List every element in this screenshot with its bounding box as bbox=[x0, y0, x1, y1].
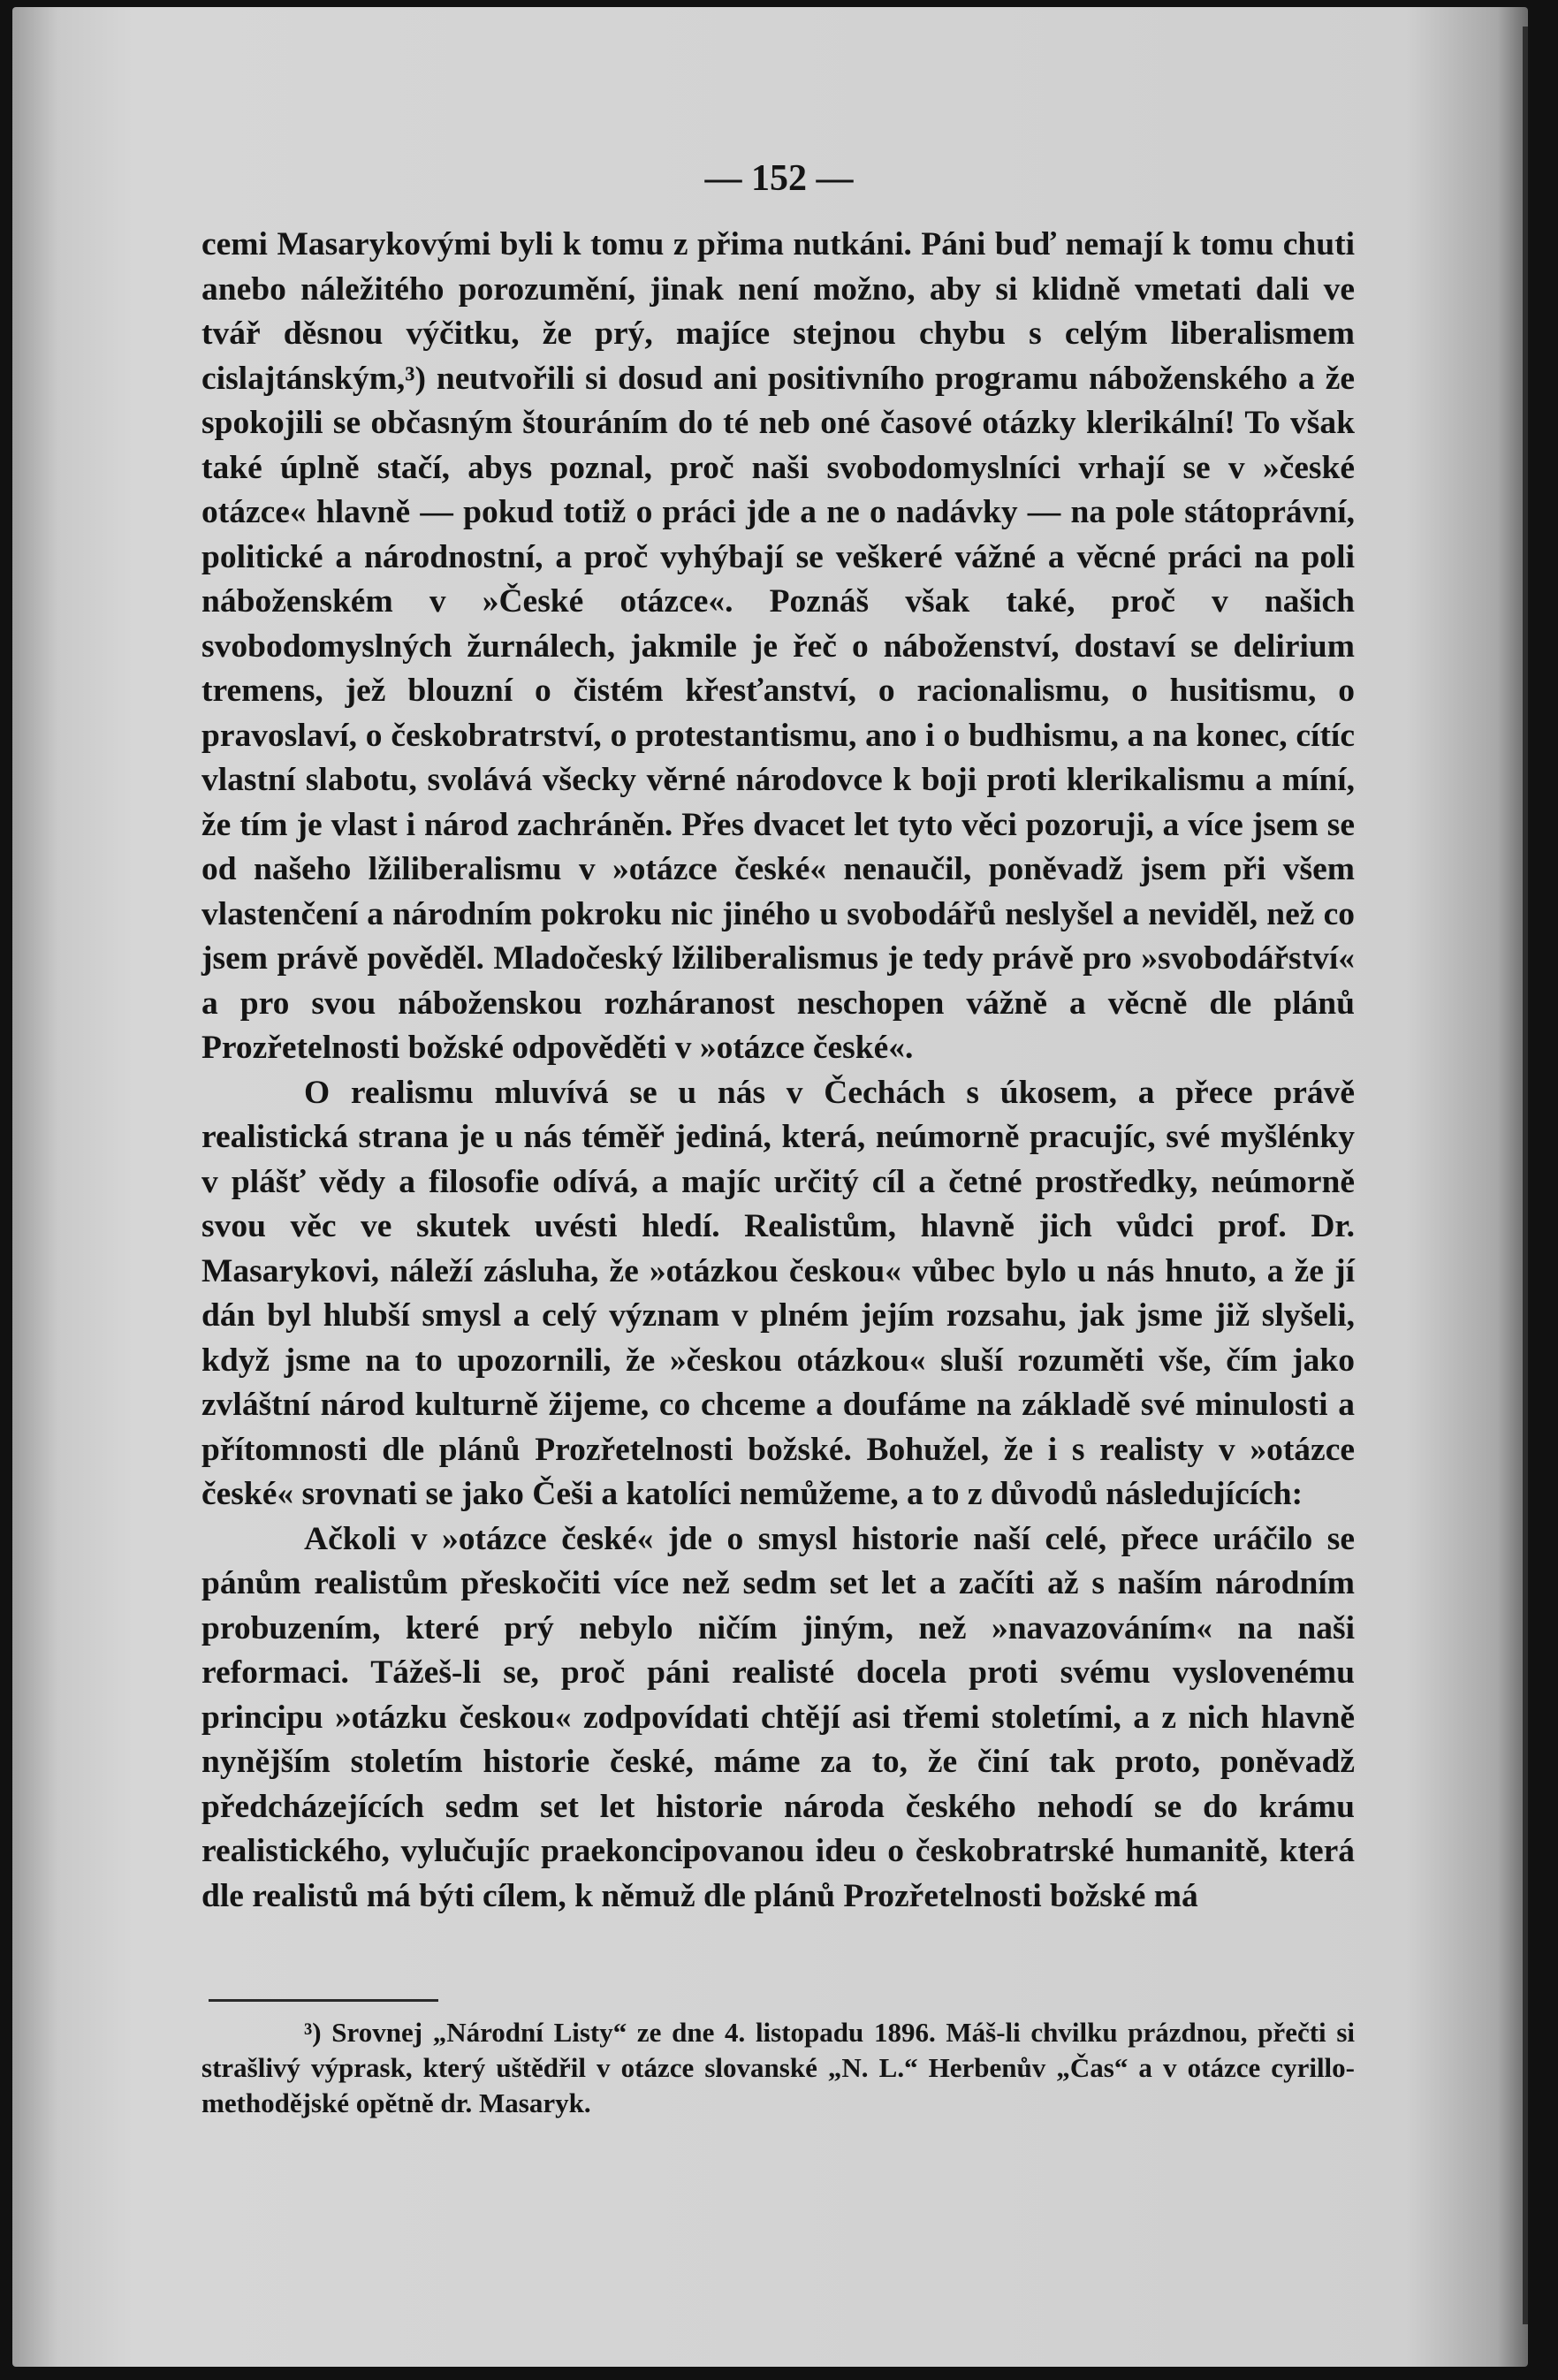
paragraph-1: cemi Masarykovými byli k tomu z přima nutkáni. Páni buď nemají k tomu chuti anebo náležitého porozumění, jinak není možno, aby si klidně vmetati dali ve tvář děsnou výčitku, že prý, majíce stejnou chybu s celým liberalismem cislajtánským,³) neutvořili si dosud ani positivního programu náboženského a že spokojili se občasným štouráním do té neb oné časové otázky klerikální! To však také úplně stačí, abys poznal, proč naši svobodomyslníci vrhají se v »české otázce« hlavně — pokud totiž o práci jde a ne o nadávky — na pole státoprávní, politické a národnostní, a proč vyhýbají se veškeré vážné a věcné práci na poli náboženském v »České otázce«. Poznáš však také, proč v našich svobodomyslných žurnálech, jakmile je řeč o náboženství, dostaví se delirium tremens, jež blouzní o čistém křesťanství, o racionalismu, o husitismu, o pravoslaví, o českobratrství, o protestantismu, ano i o budhismu, a na konec, cítíc vlastní slabotu, svolává všecky věrné národovce k boji proti klerikalismu a míní, že tím je vlast i národ zachráněn. Přes dvacet let tyto věci pozoruji, a více jsem se od našeho lžiliberalismu v »otázce české« nenaučil, poněvadž jsem při všem vlastenčení a národním pokroku nic jiného u svobodářů neslyšel a neviděl, než co jsem právě pověděl. Mladočeský lžiliberalismus je tedy právě pro »svobodářství« a pro svou náboženskou rozháranost neschopen vážně a věcně dle plánů Prozřetelnosti božské odpověděti v »otázce české«. bbox=[201, 226, 1355, 1066]
scan-edge bbox=[1523, 27, 1528, 2324]
body-text bbox=[201, 223, 1355, 1919]
footnotes bbox=[201, 2015, 1355, 2121]
paragraph-3: Ačkoli v »otázce české« jde o smysl historie naší celé, přece uráčilo se pánům realistům přeskočiti více než sedm set let a začíti až s naším národním probuzením, které prý nebylo ničím jiným, než »navazováním« na naši reformaci. Tážeš-li se, proč páni realisté docela proti svému vyslovenému principu »otázku českou« zodpovídati chtějí asi třemi stoletími, a z nich hlavně nynějším stoletím historie české, máme za to, že činí tak proto, poněvadž předcházejících sedm set let historie národa českého nehodí se do krámu realistického, vylučujíc praekoncipovanou ideu o českobratrské humanitě, která dle realistů má býti cílem, k němuž dle plánů Prozřetelnosti božské má bbox=[201, 1520, 1355, 1914]
footnote-divider bbox=[209, 1999, 438, 2002]
footnote-3: ³) Srovnej „Národní Listy“ ze dne 4. listopadu 1896. Máš-li chvilku prázdnou, přečti si strašlivý výprask, který uštědřil v otázce slovanské „N. L.“ Herbenův „Čas“ a v otázce cyrillo-methodějské opětně dr. Masaryk. bbox=[201, 2017, 1355, 2118]
paragraph-2: O realismu mluvívá se u nás v Čechách s úkosem, a přece právě realistická strana je u nás téměř jediná, která, neúmorně pracujíc, své myšlénky v plášť vědy a filosofie odívá, a majíc určitý cíl a četné prostředky, neúmorně svou věc ve skutek uvésti hledí. Realistům, hlavně jich vůdci prof. Dr. Masarykovi, náleží zásluha, že »otázkou českou« vůbec bylo u nás hnuto, a že jí dán byl hlubší smysl a celý význam v plném jejím rozsahu, jak jsme již slyšeli, když jsme na to upozornili, že »českou otázkou« sluší rozuměti vše, čím jako zvláštní národ kulturně žijeme, co chceme a doufáme na základě své minulosti a přítomnosti dle plánů Prozřetelnosti božské. Bohužel, že i s realisty v »otázce české« srovnati se jako Češi a katolíci nemůžeme, a to z důvodů následujících: bbox=[201, 1074, 1355, 1512]
page-number: — 152 — bbox=[704, 158, 854, 199]
